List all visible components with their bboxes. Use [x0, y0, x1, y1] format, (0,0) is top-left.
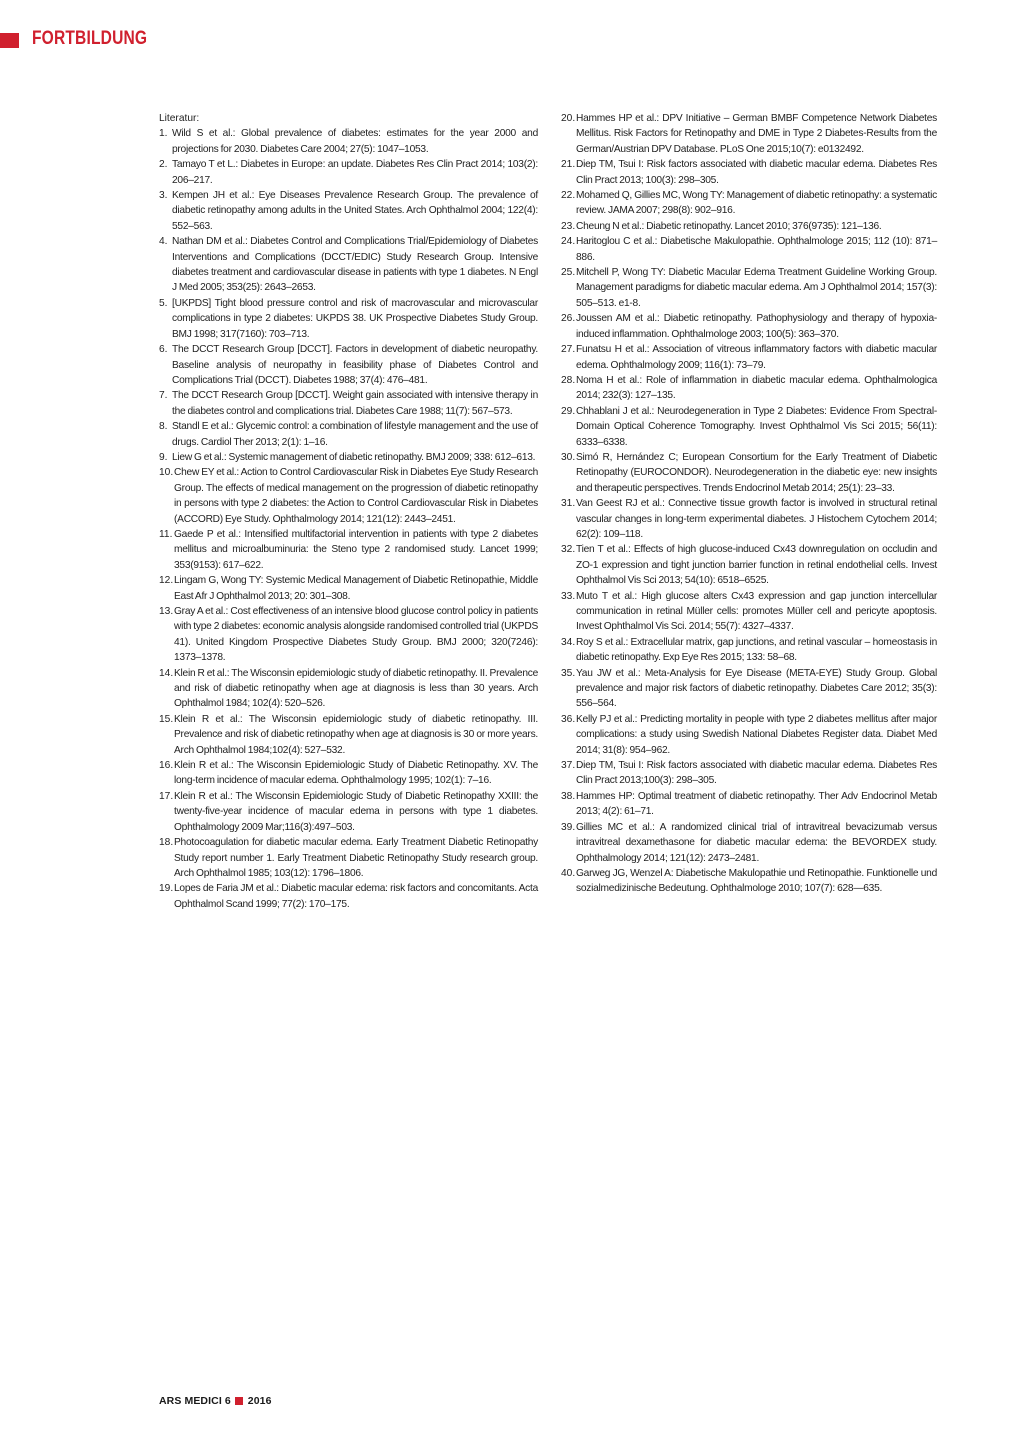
reference-text: The DCCT Research Group [DCCT]. Weight gain associated with intensive therapy in the diabetes control and complications trial. Diabetes Care 1988; 11(7): 567–573.: [172, 390, 538, 417]
reference-text: Cheung N et al.: Diabetic retinopathy. Lancet 2010; 376(9735): 121–136.: [576, 220, 882, 232]
reference-item: [561, 342, 937, 373]
reference-number: 5.: [159, 297, 168, 309]
reference-number: 33.: [561, 590, 576, 602]
reference-number: 14.: [159, 667, 174, 679]
reference-text: [UKPDS] Tight blood pressure control and risk of macrovascular and microvascular complications in type 2 diabetes: UKPDS 38. UK Prospective Diabetes Study Group. BMJ 1998; 317(7160): 703–713.: [172, 297, 538, 340]
reference-item: [561, 820, 937, 866]
reference-number: 15.: [159, 713, 174, 725]
reference-number: 35.: [561, 667, 576, 679]
reference-number: 30.: [561, 451, 576, 463]
reference-text: Tien T et al.: Effects of high glucose-induced Cx43 downregulation on occludin and ZO-1 expression and tight junction barrier function in retinal endothelial cells. Invest Ophthalmol Vis Sci 2013; 54(10): 6518–6525.: [576, 544, 937, 587]
reference-number: 8.: [159, 421, 168, 433]
reference-text: Nathan DM et al.: Diabetes Control and Complications Trial/Epidemiology of Diabetes Interventions and Complications (DCCT/EDIC) Study Research Group. Intensive diabetes treatment and cardiovascular disease in patients with type 1 diabetes. N Engl J Med 2005; 353(25): 2643–2653.: [172, 236, 538, 294]
reference-item: [159, 835, 538, 881]
reference-number: 38.: [561, 790, 576, 802]
reference-number: 23.: [561, 220, 576, 232]
reference-item: [561, 635, 937, 666]
reference-list-left: [159, 126, 538, 912]
reference-number: 27.: [561, 344, 576, 356]
reference-text: Hammes HP: Optimal treatment of diabetic retinopathy. Ther Adv Endocrinol Metab 2013; 4(2): 61–71.: [576, 790, 937, 818]
reference-text: Diep TM, Tsui I: Risk factors associated with diabetic macular edema. Diabetes Res Clin Pract 2013;100(3): 298–305.: [576, 760, 937, 787]
reference-text: Tamayo T et L.: Diabetes in Europe: an update. Diabetes Res Clin Pract 2014; 103(2): 206–217.: [172, 159, 538, 186]
reference-text: The DCCT Research Group [DCCT]. Factors in development of diabetic neuropathy. Baseline analysis of neuropathy in feasibility phase of Diabetes Control and Complications Trial (DCCT). Diabetes 1988; 37(4): 476–481.: [172, 344, 538, 386]
reference-number: 22.: [561, 190, 576, 202]
reference-item: [561, 111, 937, 157]
reference-text: Funatsu H et al.: Association of vitreous inflammatory factors with diabetic macular edema. Ophthalmology 2009; 116(1): 73–79.: [576, 344, 937, 371]
reference-text: Lingam G, Wong TY: Systemic Medical Management of Diabetic Retinopathie, Middle East Afr J Ophthalmol 2013; 20: 301–308.: [174, 575, 538, 602]
reference-number: 19.: [159, 883, 174, 895]
reference-number: 2.: [159, 159, 168, 171]
reference-number: 17.: [159, 790, 174, 802]
reference-number: 13.: [159, 606, 174, 617]
reference-list-right: [561, 111, 937, 897]
reference-number: 25.: [561, 267, 576, 279]
reference-text: Yau JW et al.: Meta-Analysis for Eye Disease (META-EYE) Study Group. Global prevalence and major risk factors of diabetic retinopathy. Diabetes Care 2012; 35(3): 556–564.: [576, 667, 937, 710]
reference-text: Mohamed Q, Gillies MC, Wong TY: Management of diabetic retinopathy: a systematic review. JAMA 2007; 298(8): 902–916.: [576, 190, 937, 217]
reference-item: [561, 866, 937, 897]
reference-item: [159, 188, 538, 234]
reference-number: 6.: [159, 344, 168, 356]
page-footer: [159, 1395, 272, 1407]
reference-text: Gillies MC et al.: A randomized clinical trial of intravitreal bevacizumab versus intravitreal dexamethasone for diabetic macular edema: the BEVORDEX study. Ophthalmology 2014; 121(12): 2473–2481.: [576, 821, 937, 864]
reference-number: 16.: [159, 760, 174, 772]
reference-item: [159, 126, 538, 157]
reference-text: Liew G et al.: Systemic management of diabetic retinopathy. BMJ 2009; 338: 612–613.: [172, 451, 536, 463]
reference-text: Haritoglou C et al.: Diabetische Makulopathie. Ophthalmologe 2015; 112 (10): 871–886.: [576, 236, 937, 263]
reference-item: [561, 666, 937, 712]
reference-number: 4.: [159, 236, 168, 248]
reference-item: [561, 450, 937, 496]
reference-number: 31.: [561, 498, 576, 510]
reference-item: [561, 404, 937, 450]
reference-text: Gaede P et al.: Intensified multifactorial intervention in patients with type 2 diabetes mellitus and microalbuminuria: the Steno type 2 randomised study. Lancet 1999; 353(9153): 617–622.: [174, 528, 538, 571]
reference-number: 39.: [561, 821, 576, 833]
reference-number: 21.: [561, 159, 576, 171]
reference-number: 18.: [159, 837, 174, 849]
reference-item: [159, 573, 538, 604]
reference-item: [561, 219, 937, 234]
reference-number: 1.: [159, 128, 168, 140]
reference-number: 32.: [561, 544, 576, 556]
reference-text: Klein R et al.: The Wisconsin Epidemiologic Study of Diabetic Retinopathy. XV. The long-term incidence of macular edema. Ophthalmology 1995; 102(1): 7–16.: [174, 760, 538, 787]
reference-item: [561, 712, 937, 758]
reference-number: 9.: [159, 451, 168, 463]
reference-text: Klein R et al.: The Wisconsin epidemiologic study of diabetic retinopathy. III. Prevalence and risk of diabetic retinopathy when age at diagnosis is 30 or more years. Arch Ophthalmol 1984;102(4): 527–532.: [174, 713, 538, 756]
reference-number: 12.: [159, 575, 174, 587]
section-title: FORTBILDUNG: [32, 28, 148, 49]
reference-text: Roy S et al.: Extracellular matrix, gap junctions, and retinal vascular – homeostasis in diabetic retinopathy. Exp Eye Res 2015; 133: 58–68.: [576, 636, 937, 664]
reference-number: 3.: [159, 190, 168, 202]
reference-text: Van Geest RJ et al.: Connective tissue growth factor is involved in structural retinal vascular changes in long-term experimental diabetes. J Histochem Cytochem 2014; 62(2): 109–118.: [576, 498, 937, 540]
reference-number: 29.: [561, 405, 576, 417]
reference-item: [561, 542, 937, 588]
reference-text: Klein R et al.: The Wisconsin epidemiologic study of diabetic retinopathy. II. Prevalence and risk of diabetic retinopathy when age at diagnosis is less than 30 years. Arch Ophthalmol 1984; 102(4): 520–526.: [174, 667, 538, 710]
reference-item: [561, 589, 937, 635]
reference-number: 40.: [561, 867, 576, 879]
section-color-marker: [0, 33, 19, 48]
reference-item: [159, 234, 538, 296]
references-heading: Literatur:: [159, 113, 200, 124]
reference-number: 20.: [561, 113, 576, 124]
reference-item: [159, 157, 538, 188]
reference-number: 10.: [159, 467, 174, 479]
reference-number: 24.: [561, 236, 576, 248]
reference-text: Simó R, Hernández C; European Consortium for the Early Treatment of Diabetic Retinopathy (EUROCONDOR). Neurodegeneration in the diabetic eye: new insights and therapeutic perspectives. Trends Endocrinol Metab 2014; 25(1): 23–33.: [576, 451, 937, 494]
reference-text: Standl E et al.: Glycemic control: a combination of lifestyle management and the use of drugs. Cardiol Ther 2013; 2(1): 1–16.: [172, 421, 538, 448]
reference-text: Klein R et al.: The Wisconsin Epidemiologic Study of Diabetic Retinopathy XXIII: the twenty-five-year incidence of macular edema in persons with type 1 diabetes. Ophthalmology 2009 Mar;116(3):497–503.: [174, 790, 538, 833]
reference-item: [561, 311, 937, 342]
reference-item: [159, 342, 538, 388]
reference-number: 36.: [561, 713, 576, 725]
reference-item: [159, 465, 538, 527]
reference-text: Hammes HP et al.: DPV Initiative – German BMBF Competence Network Diabetes Mellitus. Risk Factors for Retinopathy and DME in Type 2 Diabetes-Results from the German/Austrian DPV Database. PLoS One 2015;10(7): e0132492.: [576, 113, 937, 155]
reference-text: Garweg JG, Wenzel A: Diabetische Makulopathie und Retinopathie. Funktionelle und sozialmedizinische Bedeutung. Ophthalmologe 2010; 107(7): 628—635.: [576, 867, 937, 895]
reference-item: [159, 527, 538, 573]
reference-item: [159, 450, 538, 465]
reference-text: Wild S et al.: Global prevalence of diabetes: estimates for the year 2000 and projections for 2030. Diabetes Care 2004; 27(5): 1047–1053.: [172, 128, 538, 155]
reference-text: Noma H et al.: Role of inflammation in diabetic macular edema. Ophthalmologica 2014; 232(3): 127–135.: [576, 374, 937, 402]
reference-item: [159, 296, 538, 342]
reference-text: Chhablani J et al.: Neurodegeneration in Type 2 Diabetes: Evidence From Spectral-Domain Optical Coherence Tomography. Invest Ophthalmol Vis Sci 2015; 56(11): 6333–6338.: [576, 405, 937, 448]
reference-number: 26.: [561, 313, 576, 325]
reference-text: Chew EY et al.: Action to Control Cardiovascular Risk in Diabetes Eye Study Research Group. The effects of medical management on the progression of diabetic retinopathy in persons with type 2 diabetes: the Action to Control Cardiovascular Risk in Diabetes (ACCORD) Eye Study. Ophthalmology 2014; 121(12): 2443–2451.: [174, 467, 538, 525]
reference-item: [561, 157, 937, 188]
reference-text: Mitchell P, Wong TY: Diabetic Macular Edema Treatment Guideline Working Group. Management paradigms for diabetic macular edema. Am J Ophthalmol 2014; 157(3): 505–513. e1-8.: [576, 267, 937, 309]
reference-item: [159, 758, 538, 789]
reference-text: Photocoagulation for diabetic macular edema. Early Treatment Diabetic Retinopathy Study report number 1. Early Treatment Diabetic Retinopathy Study research group. Arch Ophthalmol 1985; 103(12): 1796–1806.: [174, 837, 538, 879]
reference-item: [159, 789, 538, 835]
reference-item: [159, 712, 538, 758]
journal-year: 2016: [247, 1395, 272, 1407]
reference-item: [561, 188, 937, 219]
reference-text: Joussen AM et al.: Diabetic retinopathy. Pathophysiology and therapy of hypoxia-induced inflammation. Ophthalmologe 2003; 100(5): 363–370.: [576, 313, 937, 340]
reference-text: Muto T et al.: High glucose alters Cx43 expression and gap junction intercellular communication in retinal Müller cells: promotes Müller cell and pericyte apoptosis. Invest Ophthalmol Vis Sci. 2014; 55(7): 4327–4337.: [576, 590, 937, 633]
reference-number: 37.: [561, 760, 576, 772]
reference-item: [561, 496, 937, 542]
reference-item: [561, 265, 937, 311]
reference-item: [159, 419, 538, 450]
reference-text: Diep TM, Tsui I: Risk factors associated with diabetic macular edema. Diabetes Res Clin Pract 2013; 100(3): 298–305.: [576, 159, 937, 186]
reference-item: [561, 373, 937, 404]
reference-number: 34.: [561, 636, 576, 648]
reference-number: 7.: [159, 390, 168, 402]
reference-item: [561, 234, 937, 265]
reference-text: Lopes de Faria JM et al.: Diabetic macular edema: risk factors and concomitants. Acta Ophthalmol Scand 1999; 77(2): 170–175.: [174, 883, 538, 910]
reference-item: [159, 666, 538, 712]
reference-item: [561, 789, 937, 820]
reference-item: [159, 604, 538, 666]
reference-column-right: [561, 111, 937, 897]
reference-text: Gray A et al.: Cost effectiveness of an intensive blood glucose control policy in patients with type 2 diabetes: economic analysis alongside randomised controlled trial (UKPDS 41). United Kingdom Prospective Diabetes Study Group. BMJ 2000; 320(7246): 1373–1378.: [174, 606, 538, 664]
reference-number: 11.: [159, 528, 173, 540]
reference-item: [561, 758, 937, 789]
reference-item: [159, 881, 538, 912]
footer-square-marker: [235, 1397, 243, 1405]
reference-text: Kelly PJ et al.: Predicting mortality in people with type 2 diabetes mellitus after major complications: a study using Swedish National Diabetes Register data. Diabet Med 2014; 31(8): 954–962.: [576, 713, 937, 756]
journal-issue: ARS MEDICI 6: [159, 1395, 231, 1407]
reference-item: [159, 388, 538, 419]
reference-column-left: [159, 111, 538, 912]
reference-text: Kempen JH et al.: Eye Diseases Prevalence Research Group. The prevalence of diabetic retinopathy among adults in the United States. Arch Ophthalmol 2004; 122(4): 552–563.: [172, 190, 538, 232]
reference-number: 28.: [561, 374, 576, 386]
